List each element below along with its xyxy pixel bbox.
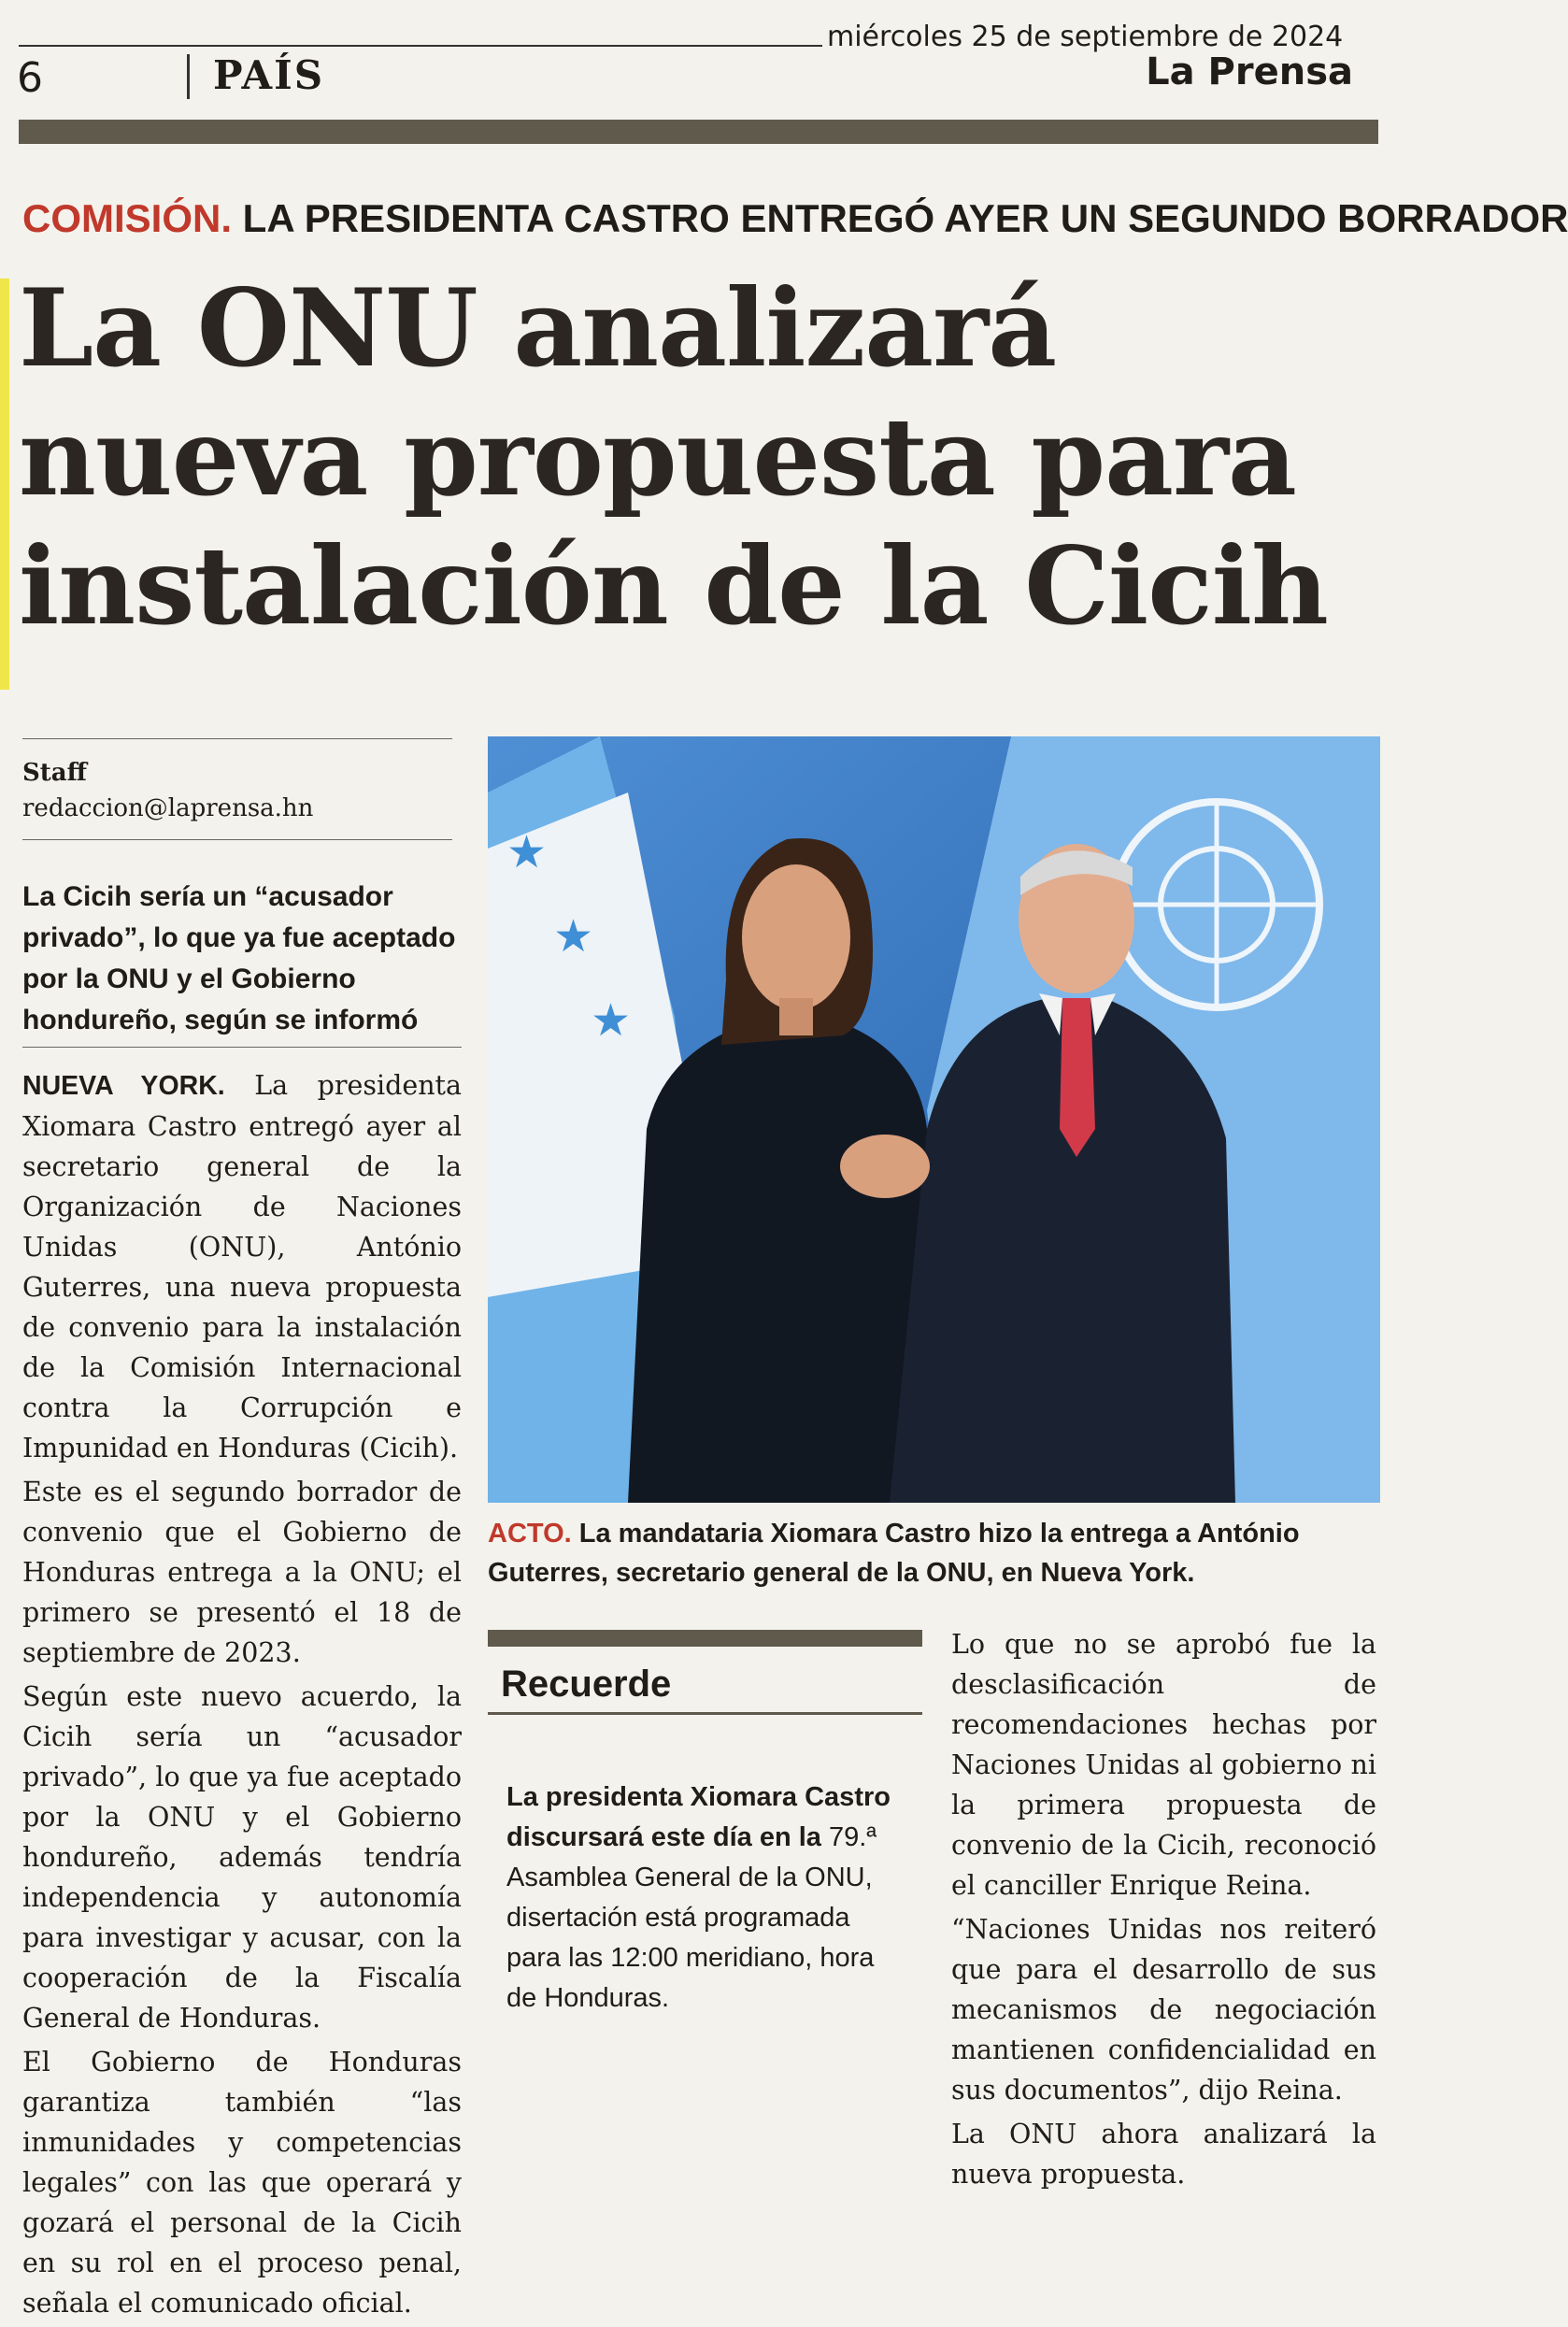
handshake [840,1135,930,1198]
body-paragraph: Según este nuevo acuerdo, la Cicih sería un “acusador privado”, lo que ya fue aceptado por la ONU y el Gobierno hondureño, además tendría independencia y autonomía para investigar y acusar, con la cooperación de la Fiscalía General de Honduras. [22,1681,462,2034]
summary-rule [22,1047,462,1048]
byline-name: Staff [22,759,87,787]
dateline: NUEVA YORK. [22,1071,225,1101]
photo-illustration [488,736,1380,1503]
headline-line-2: nueva propuesta para [19,394,1296,520]
caption-text: La mandataria Xiomara Castro hizo la entrega a António Guterres, secretario general de la ONU, en Nueva York. [488,1519,1300,1588]
box-text-regular: 79.ª Asamblea General de la ONU, disertación está programada para las 12:00 meridiano, hora de Honduras. [506,1822,877,2013]
body-paragraph: “Naciones Unidas nos reiteró que para el desarrollo de sus mecanismos de negociación mantienen confidencialidad en sus documentos”, dijo Reina. [951,1914,1376,2106]
caption-label: ACTO. [488,1519,572,1549]
body-paragraph: La ONU ahora analizará la nueva propuesta. [951,2119,1376,2190]
box-rule [488,1712,922,1715]
byline-email: redaccion@laprensa.hn [22,794,314,822]
body-paragraph: Este es el segundo borrador de convenio que el Gobierno de Honduras entrega a la ONU; el primero se presentó el 18 de septiembre de 2023. [22,1477,462,1668]
red-tie [1060,998,1095,1157]
page-number: 6 [17,54,43,102]
star-icon: ★ [591,994,632,1047]
body-column-1 [22,1065,462,2327]
headline [19,264,1383,650]
byline-rule [22,738,452,739]
kicker-text: LA PRESIDENTA CASTRO ENTREGÓ AYER UN SEGUNDO BORRADOR [232,196,1568,240]
headline-line-3: instalación de la Cicih [19,523,1328,649]
summary: La Cicih sería un “acusador privado”, lo que ya fue aceptado por la ONU y el Gobierno hondureño, según se informó [22,881,456,1035]
byline-rule [22,839,452,840]
body-paragraph: Lo que no se aprobó fue la desclasificación de recomendaciones hechas por Naciones Unidas al gobierno ni la primera propuesta de convenio de la Cicih, reconoció el canciller Enrique Reina. [951,1629,1376,1901]
star-icon: ★ [506,826,548,878]
headline-line-1: La ONU analizará [19,265,1057,391]
highlighter-mark [0,278,9,690]
masthead: La Prensa [1146,50,1353,93]
box-text-bold: La presidenta Xiomara Castro discursará este día en la [506,1782,891,1852]
top-rule [19,120,1378,144]
header-divider [187,54,190,99]
body-paragraph: El Gobierno de Honduras garantiza también “las inmunidades y competencias legales” con las que operará y gozará el personal de la Cicih en su rol en el proceso penal, señala el comunicado oficial. [22,2047,462,2319]
body-paragraph: NUEVA YORK. La presidenta Xiomara Castro entregó ayer al secretario general de la Organización de Naciones Unidas (ONU), António Guterres, una nueva propuesta de convenio para la instalación de la Comisión Internacional contra la Corrupción e Impunidad en Honduras (Cicih). [22,1070,462,1463]
photo-caption [488,1514,1380,1592]
box-title: Recuerde [501,1663,672,1705]
kicker [22,196,1568,241]
kicker-label: COMISIÓN. [22,196,233,240]
section-name: PAÍS [213,52,325,98]
star-icon: ★ [553,910,594,963]
body-column-3 [951,1624,1376,2198]
person-castro [628,1017,927,1503]
date-rule [19,45,822,47]
box-text [506,1777,899,2019]
box-rule [488,1630,922,1647]
issue-date: miércoles 25 de septiembre de 2024 [827,21,1344,53]
news-photo [488,736,1380,1503]
